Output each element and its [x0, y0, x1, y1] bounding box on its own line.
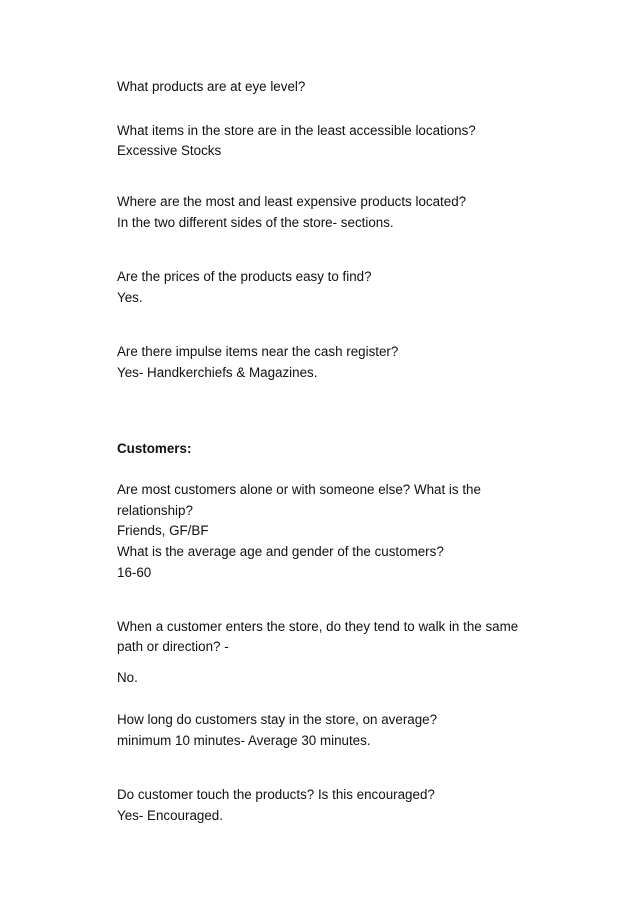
price-locations-answer: In the two different sides of the store- sections. [117, 215, 394, 230]
stay-duration-answer: minimum 10 minutes- Average 30 minutes. [117, 733, 371, 748]
prices-easy-question: Are the prices of the products easy to find? [117, 269, 372, 284]
touch-products-question: Do customer touch the products? Is this encouraged? [117, 787, 435, 802]
prices-easy-answer: Yes. [117, 290, 143, 305]
age-gender-answer: 16-60 [117, 565, 152, 580]
stay-duration-question: How long do customers stay in the store, on average? [117, 712, 438, 727]
least-accessible-question: What items in the store are in the least accessible locations? [117, 123, 476, 138]
walk-path-question-line2: path or direction? - [117, 639, 229, 654]
touch-products-answer: Yes- Encouraged. [117, 808, 223, 823]
impulse-items-question: Are there impulse items near the cash register? [117, 344, 399, 359]
alone-or-with-question-line2: relationship? [117, 503, 193, 518]
least-accessible-answer: Excessive Stocks [117, 143, 222, 158]
price-locations-question: Where are the most and least expensive products located? [117, 194, 467, 209]
age-gender-question: What is the average age and gender of the customers? [117, 544, 444, 559]
alone-or-with-answer: Friends, GF/BF [117, 523, 209, 538]
impulse-items-answer: Yes- Handkerchiefs & Magazines. [117, 365, 318, 380]
walk-path-question-line1: When a customer enters the store, do they tend to walk in the same [117, 619, 519, 634]
walk-path-answer: No. [117, 670, 138, 685]
customers-heading: Customers: [117, 441, 192, 456]
alone-or-with-question-line1: Are most customers alone or with someone else? What is the [117, 482, 481, 497]
eye-level-question: What products are at eye level? [117, 79, 306, 94]
